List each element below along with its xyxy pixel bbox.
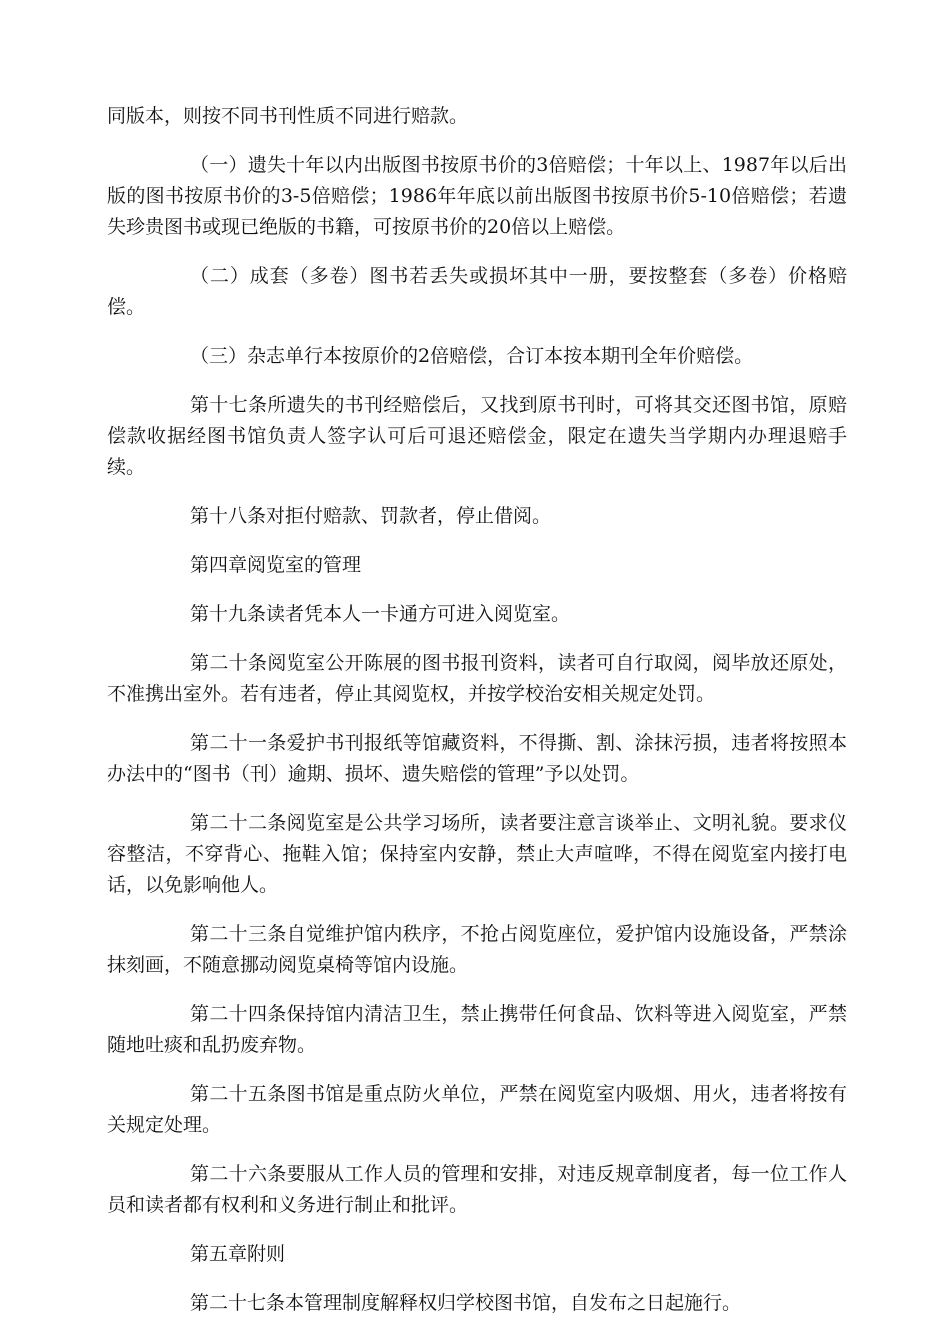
paragraph-article-25: 第二十五条图书馆是重点防火单位，严禁在阅览室内吸烟、用火，违者将按有关规定处理。 [107, 1083, 847, 1136]
chapter-4-heading: 第四章阅览室的管理 [190, 554, 362, 576]
document-body [107, 101, 847, 1337]
chapter-5-heading: 第五章附则 [190, 1243, 286, 1265]
paragraph-article-18: 第十八条对拒付赔款、罚款者，停止借阅。 [190, 505, 552, 527]
paragraph-article-26: 第二十六条要服从工作人员的管理和安排，对违反规章制度者，每一位工作人员和读者都有权利和义务进行制止和批评。 [107, 1163, 847, 1216]
paragraph-article-17: 第十七条所遗失的书刊经赔偿后，又找到原书刊时，可将其交还图书馆，原赔偿款收据经图书馆负责人签字认可后可退还赔偿金，限定在遗失当学期内办理退赔手续。 [107, 394, 847, 478]
paragraph-continuation: 同版本，则按不同书刊性质不同进行赔款。 [107, 105, 469, 127]
paragraph-compensation-item-1: （一）遗失十年以内出版图书按原书价的3倍赔偿；十年以上、1987年以后出版的图书按原书价的3-5倍赔偿；1986年年底以前出版图书按原书价5-10倍赔偿；若遗失珍贵图书或现已绝版的书籍，可按原书价的20倍以上赔偿。 [107, 154, 847, 238]
paragraph-article-22: 第二十二条阅览室是公共学习场所，读者要注意言谈举止、文明礼貌。要求仪容整洁，不穿背心、拖鞋入馆；保持室内安静，禁止大声喧哗，不得在阅览室内接打电话，以免影响他人。 [107, 812, 847, 896]
paragraph-article-24: 第二十四条保持馆内清洁卫生，禁止携带任何食品、饮料等进入阅览室，严禁随地吐痰和乱扔废弃物。 [107, 1003, 847, 1056]
paragraph-compensation-item-2: （二）成套（多卷）图书若丢失或损坏其中一册，要按整套（多卷）价格赔偿。 [107, 265, 847, 318]
paragraph-compensation-item-3: （三）杂志单行本按原价的2倍赔偿，合订本按本期刊全年价赔偿。 [190, 345, 754, 367]
paragraph-article-19: 第十九条读者凭本人一卡通方可进入阅览室。 [190, 603, 571, 625]
paragraph-article-23: 第二十三条自觉维护馆内秩序，不抢占阅览座位，爱护馆内设施设备，严禁涂抹刻画，不随意挪动阅览桌椅等馆内设施。 [107, 923, 847, 976]
paragraph-article-21: 第二十一条爱护书刊报纸等馆藏资料，不得撕、割、涂抹污损，违者将按照本办法中的“图书（刊）逾期、损坏、遗失赔偿的管理”予以处罚。 [107, 732, 847, 785]
paragraph-article-20: 第二十条阅览室公开陈展的图书报刊资料，读者可自行取阅，阅毕放还原处，不准携出室外。若有违者，停止其阅览权，并按学校治安相关规定处罚。 [107, 652, 847, 705]
paragraph-article-27: 第二十七条本管理制度解释权归学校图书馆，自发布之日起施行。 [190, 1292, 742, 1314]
